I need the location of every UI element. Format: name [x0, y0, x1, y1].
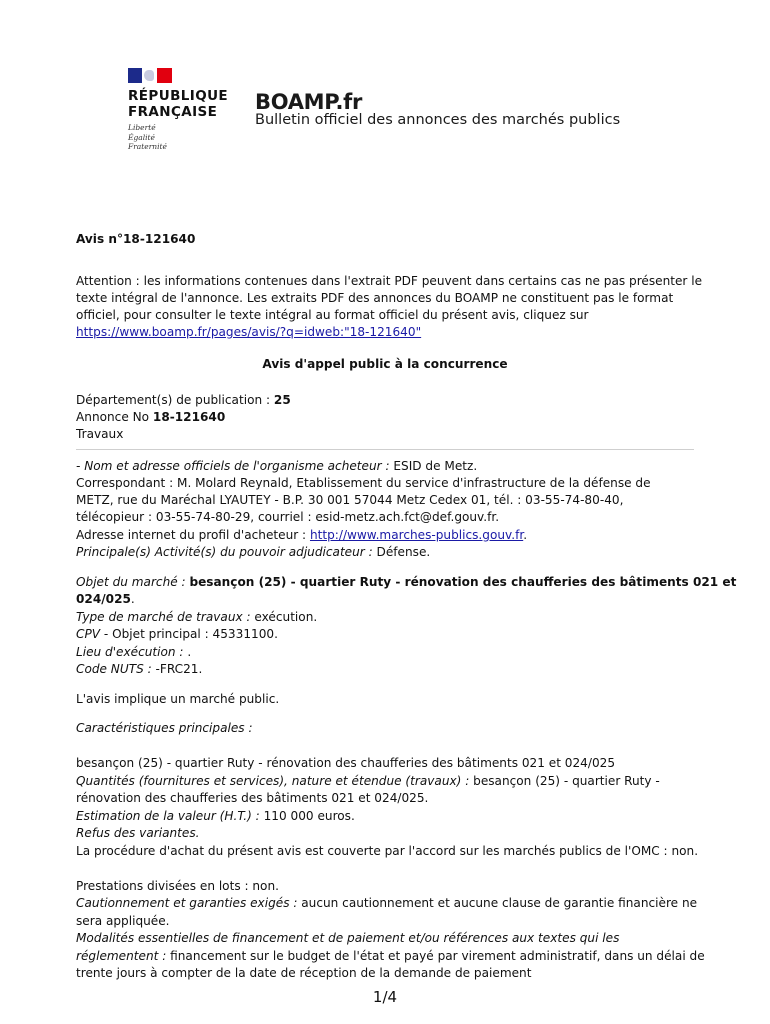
- republique-francaise-logo: [128, 89, 228, 120]
- estim-value: 110 000 euros.: [263, 809, 355, 823]
- dept-value: 25: [273, 393, 291, 407]
- quant-line-1: [76, 773, 660, 790]
- site-subtitle: Bulletin officiel des annonces des marchés publics: [255, 112, 621, 128]
- profile-link[interactable]: http://www.marches-publics.gouv.fr: [309, 528, 524, 542]
- correspondant-line-1: Correspondant : M. Molard Reynald, Etablissement du service d'infrastructure de la défense de: [76, 476, 651, 490]
- profile-line: [76, 527, 527, 544]
- cpv-line: [76, 626, 278, 643]
- caution-label: Cautionnement et garanties exigés :: [76, 896, 302, 910]
- attention-line-3: officiel, pour consulter le texte intégral au format officiel du présent avis, cliquez sur: [76, 308, 589, 322]
- notice-heading: Avis d'appel public à la concurrence: [262, 357, 508, 371]
- object-line-2: [76, 591, 135, 608]
- buyer-name-label: - Nom et adresse officiels de l'organisme acheteur :: [76, 459, 394, 473]
- correspondant-line-3: télécopieur : 03-55-74-80-29, courriel : esid-metz.ach.fct@def.gouv.fr.: [76, 510, 500, 524]
- correspondant-line-2: METZ, rue du Maréchal LYAUTEY - B.P. 30 001 57044 Metz Cedex 01, tél. : 03-55-74-80-40,: [76, 493, 624, 507]
- category: Travaux: [76, 427, 124, 441]
- nuts-line: [76, 661, 202, 678]
- object-label: Objet du marché :: [76, 575, 190, 589]
- page-number: 1/4: [372, 988, 398, 1006]
- motto-liberte: Liberté: [128, 123, 156, 132]
- activity-value: Défense.: [376, 545, 431, 559]
- motto-fraternite: Fraternité: [128, 142, 167, 151]
- lieu-line: [76, 644, 191, 661]
- nuts-value: -FRC21.: [155, 662, 203, 676]
- profile-end: .: [523, 528, 528, 542]
- variants-text: Refus des variantes.: [76, 826, 200, 840]
- activity-line: [76, 544, 430, 561]
- profile-label: Adresse internet du profil d'acheteur :: [76, 528, 310, 542]
- buyer-name-value: ESID de Metz.: [393, 459, 478, 473]
- divider: [76, 449, 694, 450]
- caract-label: Caractéristiques principales :: [76, 721, 253, 735]
- modal-label-2: réglementent :: [76, 949, 171, 963]
- modal-value-3: trente jours à compter de la date de réception de la demande de paiement: [76, 966, 532, 980]
- object-value-1: besançon (25) - quartier Ruty - rénovation des chaufferies des bâtiments 021 et: [189, 575, 737, 589]
- annonce-line: [76, 409, 225, 426]
- attention-line-1: Attention : les informations contenues dans l'extrait PDF peuvent dans certains cas ne pas présenter le: [76, 274, 703, 288]
- francaise-line: FRANÇAISE: [128, 103, 218, 120]
- boamp-notice-link[interactable]: https://www.boamp.fr/pages/avis/?q=idweb:"18-121640": [76, 325, 422, 339]
- type-line: [76, 609, 317, 626]
- omc-text: La procédure d'achat du présent avis est couverte par l'accord sur les marchés publics de l'OMC : non.: [76, 844, 699, 858]
- motto-egalite: Égalité: [128, 132, 155, 142]
- type-value: exécution.: [254, 610, 318, 624]
- object-line-1: [76, 574, 736, 591]
- public-market-text: L'avis implique un marché public.: [76, 692, 280, 706]
- object-value-2: 024/025: [76, 592, 131, 606]
- caract-value: besançon (25) - quartier Ruty - rénovation des chaufferies des bâtiments 021 et 024/025: [76, 756, 616, 770]
- notice-title: Avis n°18-121640: [76, 232, 196, 246]
- lots-text: Prestations divisées en lots : non.: [76, 879, 279, 893]
- quant-label: Quantités (fournitures et services), nature et étendue (travaux) :: [76, 774, 474, 788]
- modal-value-2: financement sur le budget de l'état et payé par virement administratif, dans un délai de: [170, 949, 705, 963]
- cpv-value: - Objet principal : 45331100.: [100, 627, 278, 641]
- caution-value-2: sera appliquée.: [76, 914, 170, 928]
- dept-label: Département(s) de publication :: [76, 393, 274, 407]
- dept-line: [76, 392, 291, 409]
- french-flag-logo: [128, 68, 172, 83]
- modal-line-2: [76, 948, 705, 965]
- site-name: BOAMP.fr: [255, 90, 363, 114]
- buyer-name-line: [76, 458, 477, 475]
- caution-value-1: aucun cautionnement et aucune clause de garantie financière ne: [301, 896, 698, 910]
- lieu-label: Lieu d'exécution :: [76, 645, 188, 659]
- lieu-value: .: [187, 645, 192, 659]
- caution-line-1: [76, 895, 697, 912]
- annonce-value: 18-121640: [152, 410, 226, 424]
- object-value-end: .: [130, 592, 135, 606]
- cpv-label: CPV: [76, 627, 101, 641]
- motto: [128, 123, 167, 152]
- type-label: Type de marché de travaux :: [76, 610, 255, 624]
- estim-label: Estimation de la valeur (H.T.) :: [76, 809, 264, 823]
- quant-value-1: besançon (25) - quartier Ruty -: [473, 774, 660, 788]
- activity-label: Principale(s) Activité(s) du pouvoir adjudicateur :: [76, 545, 377, 559]
- attention-line-2: texte intégral de l'annonce. Les extraits PDF des annonces du BOAMP ne constituent pas le format: [76, 291, 674, 305]
- nuts-label: Code NUTS :: [76, 662, 156, 676]
- annonce-label: Annonce No: [76, 410, 153, 424]
- estim-line: [76, 808, 355, 825]
- republique-line: RÉPUBLIQUE: [128, 88, 229, 104]
- modal-label-1: Modalités essentielles de financement et de paiement et/ou références aux textes qui les: [76, 931, 620, 945]
- quant-value-2: rénovation des chaufferies des bâtiments 021 et 024/025.: [76, 791, 429, 805]
